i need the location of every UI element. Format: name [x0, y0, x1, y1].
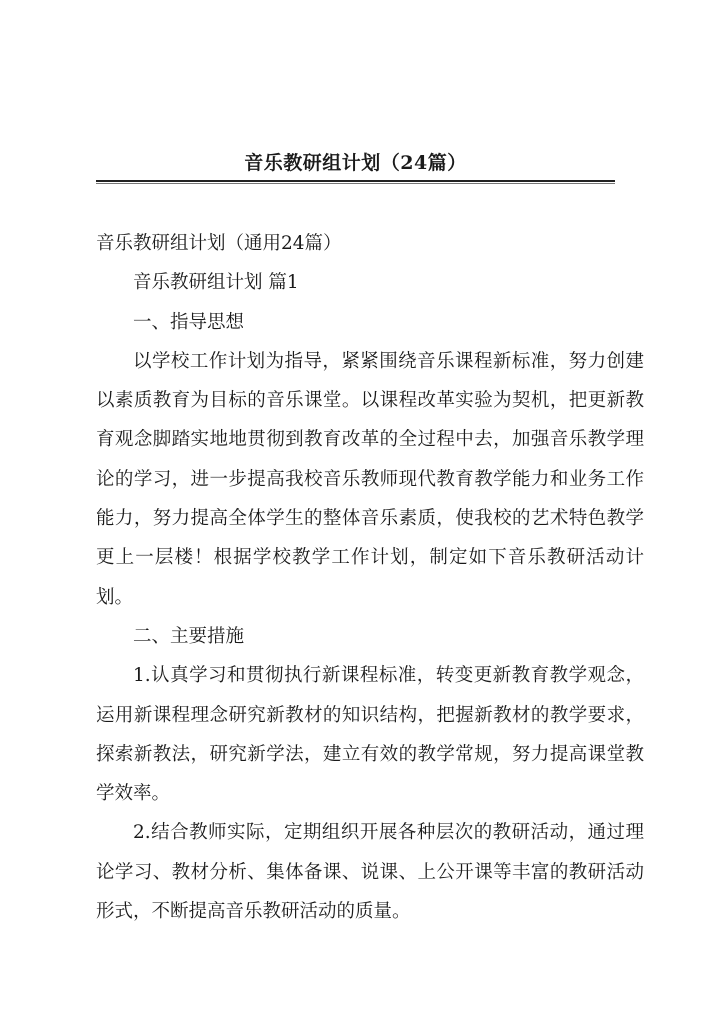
document-title: 音乐教研组计划（24篇）: [244, 152, 467, 174]
document-subtitle: 音乐教研组计划（通用24篇）: [96, 233, 342, 254]
measure-item-1: 1.认真学习和贯彻执行新课程标准，转变更新教育教学观念，运用新课程理念研究新教材的知识结构，把握新教材的教学要求，探索新教法，研究新学法，建立有效的教学常规，努力提高课堂教学效率。: [96, 665, 644, 805]
heading-main-measures: 二、主要措施: [133, 625, 245, 647]
heading-guiding-ideology: 一、指导思想: [133, 311, 245, 333]
document-body: [96, 224, 644, 931]
title-underline: [96, 180, 615, 182]
measure-item-2: 2.结合教师实际，定期组织开展各种层次的教研活动，通过理论学习、教材分析、集体备课、说课、上公开课等丰富的教研活动形式，不断提高音乐教研活动的质量。: [96, 822, 644, 923]
section-heading: 音乐教研组计划 篇1: [133, 272, 299, 294]
paragraph-guiding-ideology: 以学校工作计划为指导，紧紧围绕音乐课程新标准，努力创建以素质教育为目标的音乐课堂。以课程改革实验为契机，把更新教育观念脚踏实地地贯彻到教育改革的全过程中去，加强音乐教学理论的学习，进一步提高我校音乐教师现代教育教学能力和业务工作能力，努力提高全体学生的整体音乐素质，使我校的艺术特色教学更上一层楼！根据学校教学工作计划，制定如下音乐教研活动计划。: [96, 350, 644, 608]
title-underline-thin: [96, 183, 615, 184]
